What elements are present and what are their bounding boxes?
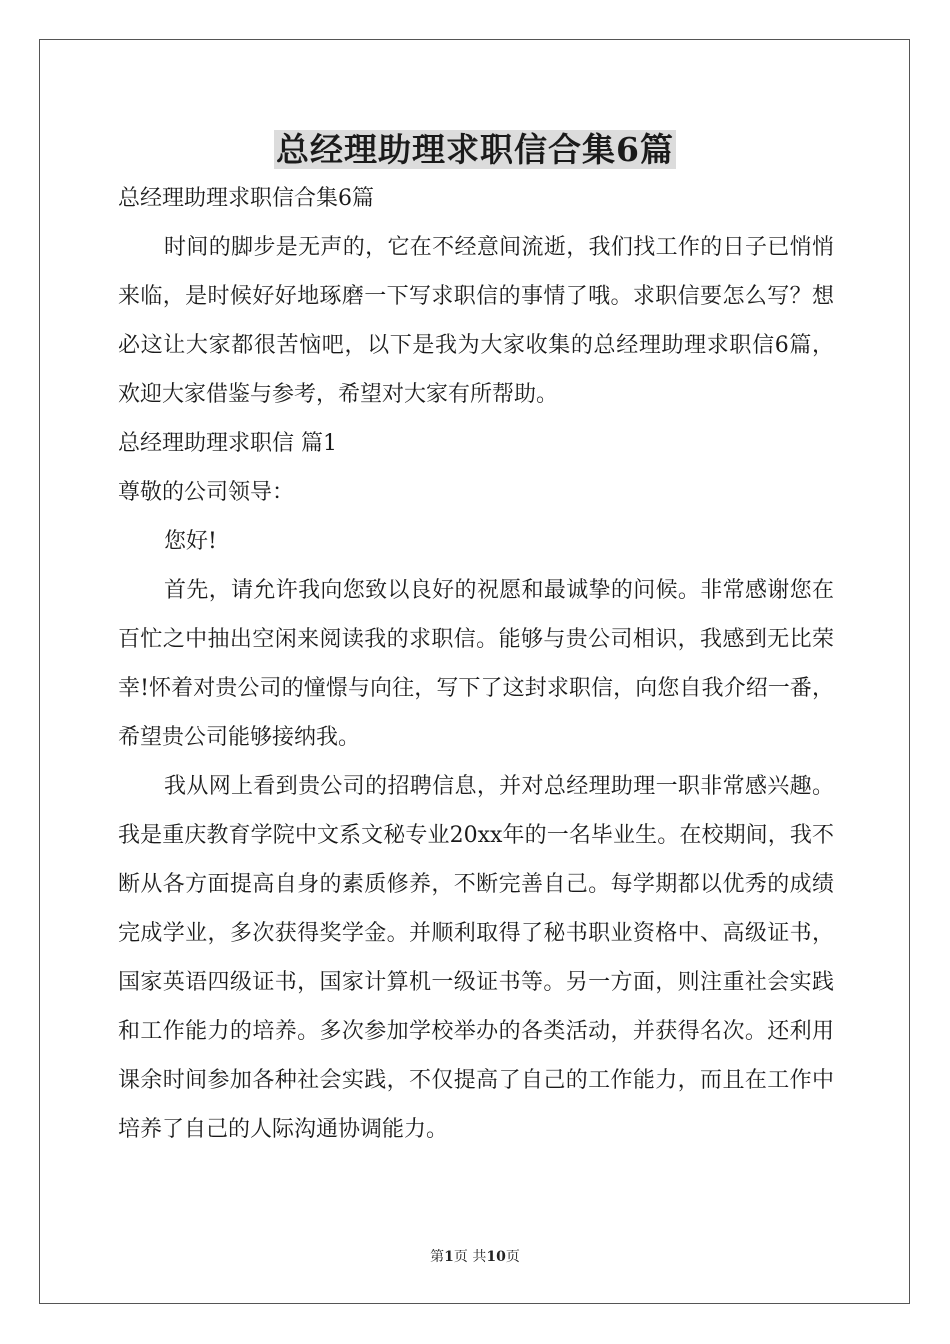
footer-total-pages: 10 xyxy=(486,1249,506,1265)
paragraph-background: 我从网上看到贵公司的招聘信息，并对总经理助理一职非常感兴趣。我是重庆教育学院中文系文秘专业20xx年的一名毕业生。在校期间，我不断从各方面提高自身的素质修养，不断完善自己。每学期都以优秀的成绩完成学业，多次获得奖学金。并顺利取得了秘书职业资格中、高级证书，国家英语四级证书，国家计算机一级证书等。另一方面，则注重社会实践和工作能力的培养。多次参加学校举办的各类活动，并获得名次。还利用课余时间参加各种社会实践，不仅提高了自己的工作能力，而且在工作中培养了自己的人际沟通协调能力。 xyxy=(118,774,834,1142)
footer-current-page: 1 xyxy=(444,1249,454,1265)
document-body xyxy=(118,174,834,1154)
salutation: 尊敬的公司领导： xyxy=(118,480,295,505)
footer-prefix: 第 xyxy=(430,1249,445,1265)
footer-suffix: 页 xyxy=(505,1249,520,1265)
paragraph-intro: 时间的脚步是无声的，它在不经意间流逝，我们找工作的日子已悄悄来临，是时候好好地琢磨一下写求职信的事情了哦。求职信要怎么写？想必这让大家都很苦恼吧，以下是我为大家收集的总经理助理求职信6篇，欢迎大家借鉴与参考，希望对大家有所帮助。 xyxy=(118,235,834,407)
footer-mid: 页 共 xyxy=(453,1249,487,1265)
paragraph-subtitle: 总经理助理求职信合集6篇 xyxy=(118,186,374,211)
greeting: 您好! xyxy=(164,529,217,554)
section-heading: 总经理助理求职信 篇1 xyxy=(118,431,337,456)
paragraph-opening: 首先，请允许我向您致以良好的祝愿和最诚挚的问候。非常感谢您在百忙之中抽出空闲来阅读我的求职信。能够与贵公司相识，我感到无比荣幸!怀着对贵公司的憧憬与向往，写下了这封求职信，向您自我介绍一番，希望贵公司能够接纳我。 xyxy=(118,578,834,750)
document-title-text: 总经理助理求职信合集6篇 xyxy=(276,130,674,169)
page-footer xyxy=(0,1247,950,1267)
document-title xyxy=(0,126,950,174)
